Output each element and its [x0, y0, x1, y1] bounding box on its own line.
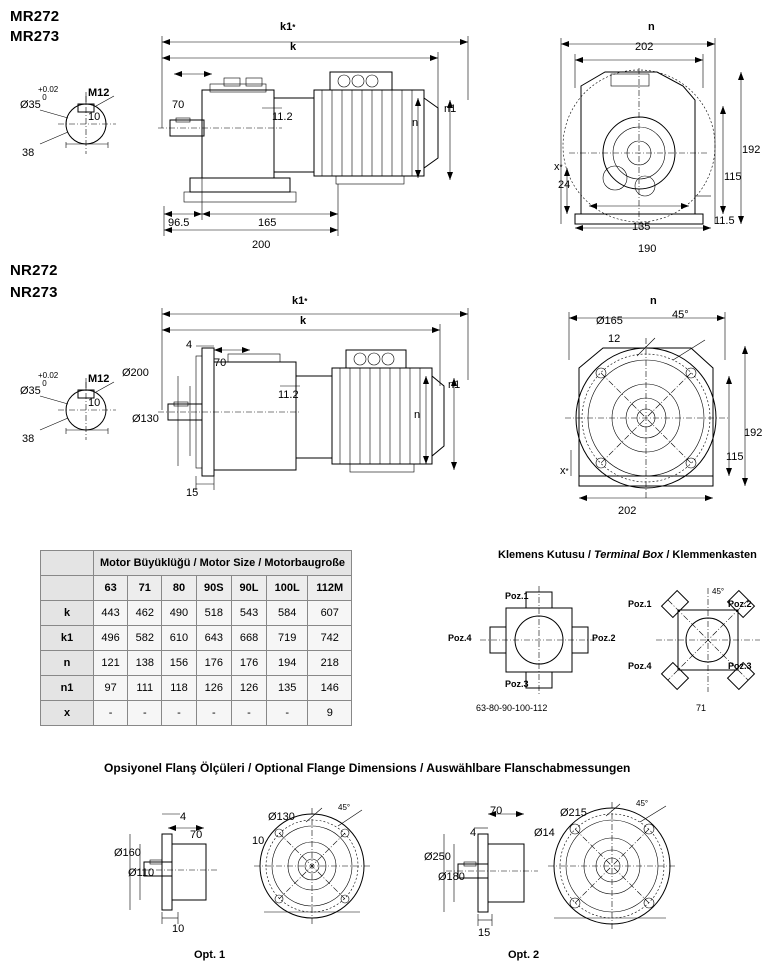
mr-shaft-diameter: Ø35: [20, 99, 41, 111]
flange-opt2-dim-250: Ø250: [424, 851, 451, 863]
mr-dim-n1: n1: [444, 103, 457, 115]
table-cell: -: [232, 701, 267, 726]
table-row-label: k: [41, 601, 94, 626]
mr-shaft-detail: [18, 82, 148, 172]
table-cell: 111: [128, 676, 162, 701]
terminal-left-poz3: Poz.3: [505, 679, 529, 689]
table-cell: 543: [232, 601, 267, 626]
flange-opt1-dim-10v: 10: [252, 835, 265, 847]
mr-dim-11-2: 11.2: [272, 111, 293, 123]
terminal-title-tr: Klemens Kutusu /: [498, 549, 591, 561]
nr-front-dim-115: 115: [726, 451, 744, 463]
nr-front-dim-192: 192: [744, 427, 763, 439]
flange-opt2-dim-180: Ø180: [438, 871, 465, 883]
flange-opt2-dim-70: 70: [490, 805, 503, 817]
nr-shaft-detail: [18, 368, 148, 458]
table-cell: 518: [196, 601, 232, 626]
flange-opt1-caption: Opt. 1: [194, 949, 226, 961]
table-cell: -: [162, 701, 196, 726]
nr-dim-200: Ø200: [122, 367, 149, 379]
mr-front-dim-192: 192: [742, 144, 761, 156]
nr-front-dim-n: n: [650, 295, 657, 307]
table-cell: 121: [94, 651, 128, 676]
table-size-header: 63: [94, 576, 128, 601]
nr-shaft-tolerance: +0.02: [38, 371, 59, 380]
table-cell: 610: [162, 626, 196, 651]
terminal-title-de: / Klemmenkasten: [666, 549, 757, 561]
table-cell: 156: [162, 651, 196, 676]
section-title-nr272: NR272: [10, 262, 58, 279]
mr-front-dim-11-5: 11.5: [714, 215, 735, 227]
table-row: [41, 651, 352, 676]
nr-dim-k1: k1*: [292, 295, 308, 307]
section-title-mr272: MR272: [10, 8, 60, 25]
table-cell: -: [128, 701, 162, 726]
mr-front-dim-135: 135: [632, 221, 651, 233]
table-size-header: 90L: [232, 576, 267, 601]
flange-section-title-text: Opsiyonel Flanş Ölçüleri / Optional Flange Dimensions / Auswählbare Flanschabmessungen: [104, 761, 631, 775]
nr-front-dim-12: 12: [608, 333, 621, 345]
flange-opt1-dim-160: Ø160: [114, 847, 141, 859]
mr-dim-96-5: 96.5: [168, 217, 190, 229]
nr-front-dim-165: Ø165: [596, 315, 623, 327]
table-cell: 719: [266, 626, 308, 651]
table-cell: 97: [94, 676, 128, 701]
section-title-nr273: NR273: [10, 284, 58, 301]
nr-dim-15: 15: [186, 487, 199, 499]
table-row: [41, 701, 352, 726]
mr-dim-38: 38: [22, 147, 35, 159]
terminal-right-poz3: Poz.3: [728, 661, 752, 671]
flange-opt1-angle: 45°: [338, 803, 351, 812]
flange-opt1-dim-70: 70: [190, 829, 203, 841]
table-cell: 742: [308, 626, 352, 651]
flange-opt2-dim-15: 15: [478, 927, 491, 939]
mr-dim-10: 10: [88, 111, 101, 123]
terminal-right-poz1: Poz.1: [628, 599, 652, 609]
table-cell: 490: [162, 601, 196, 626]
table-corner-cell: [41, 551, 94, 576]
flange-opt2-dim-215: Ø215: [560, 807, 587, 819]
nr-dim-130: Ø130: [132, 413, 159, 425]
table-cell: 584: [266, 601, 308, 626]
table-row-label: n1: [41, 676, 94, 701]
table-row: [41, 626, 352, 651]
table-cell: 138: [128, 651, 162, 676]
table-cell: 126: [196, 676, 232, 701]
flange-opt1-dim-110: Ø110: [128, 867, 155, 879]
terminal-title-en: Terminal Box: [593, 549, 664, 561]
terminal-right-angle: 45°: [712, 587, 725, 596]
table-size-header: 80: [162, 576, 196, 601]
table-size-header: 90S: [196, 576, 232, 601]
spec-table: [40, 550, 352, 726]
table-empty-cell: [41, 576, 94, 601]
flange-opt2-dim-14: Ø14: [534, 827, 555, 839]
mr-dim-n: n: [412, 117, 419, 129]
nr-dim-k1-text: k1: [292, 295, 305, 307]
nr-dim-k: k: [300, 315, 307, 327]
flange-opt1-dim-130: Ø130: [268, 811, 295, 823]
mr-dim-k1-text: k1: [280, 21, 293, 33]
table-cell: 462: [128, 601, 162, 626]
nr-dim-70: 70: [214, 357, 227, 369]
table-cell: 582: [128, 626, 162, 651]
mr-shaft-tolerance: +0.02: [38, 85, 59, 94]
table-cell: 218: [308, 651, 352, 676]
table-row-label: x: [41, 701, 94, 726]
table-cell: 194: [266, 651, 308, 676]
mr-front-view-drawing: [545, 28, 770, 243]
mr-front-dim-n: n: [648, 21, 655, 33]
table-cell: 443: [94, 601, 128, 626]
terminal-right-poz2: Poz.2: [728, 599, 752, 609]
terminal-box-left-diagram: [470, 580, 610, 700]
table-row: [41, 601, 352, 626]
terminal-box-right-diagram: [648, 580, 768, 700]
terminal-left-poz4: Poz.4: [448, 633, 472, 643]
table-size-header: 112M: [308, 576, 352, 601]
mr-front-dim-24: 24: [558, 179, 571, 191]
mr-dim-k: k: [290, 41, 297, 53]
nr-side-view-drawing: [150, 300, 480, 510]
terminal-box-title: [498, 550, 757, 561]
nr-front-dim-x: x*: [560, 465, 569, 477]
table-cell: 176: [232, 651, 267, 676]
table-cell: 135: [266, 676, 308, 701]
mr-shaft-tolerance-low: 0: [40, 93, 47, 102]
nr-front-dim-202: 202: [618, 505, 637, 517]
mr-front-dim-115: 115: [724, 171, 742, 183]
nr-shaft-diameter: Ø35: [20, 385, 41, 397]
flange-opt2-dim-4: 4: [470, 827, 477, 839]
table-cell: 146: [308, 676, 352, 701]
nr-shaft-tolerance-low: 0: [40, 379, 47, 388]
mr-front-dim-x: x*: [554, 161, 563, 173]
flange-opt1-dim-4: 4: [180, 811, 187, 823]
table-size-header-row: [41, 576, 352, 601]
table-cell: 126: [232, 676, 267, 701]
terminal-right-poz4: Poz.4: [628, 661, 652, 671]
nr-dim-4: 4: [186, 339, 193, 351]
terminal-right-caption: 71: [696, 703, 707, 713]
table-cell: 643: [196, 626, 232, 651]
flange-opt2-angle: 45°: [636, 799, 649, 808]
mr-dim-165: 165: [258, 217, 277, 229]
flange-opt1-dim-10b: 10: [172, 923, 185, 935]
table-row: [41, 676, 352, 701]
flange-opt1-side-drawing: [118, 800, 238, 930]
table-cell: 607: [308, 601, 352, 626]
section-title-mr273: MR273: [10, 28, 60, 45]
table-cell: 176: [196, 651, 232, 676]
nr-front-dim-x-text: x: [560, 465, 566, 477]
nr-front-view-drawing: [545, 300, 770, 510]
table-size-header: 71: [128, 576, 162, 601]
flange-section-title: [104, 762, 630, 774]
table-size-header: 100L: [266, 576, 308, 601]
table-cell: 9: [308, 701, 352, 726]
table-cell: -: [196, 701, 232, 726]
table-cell: 496: [94, 626, 128, 651]
mr-side-view-drawing: [150, 28, 480, 243]
mr-front-dim-202: 202: [635, 41, 654, 53]
mr-dim-k1: k1*: [280, 21, 296, 33]
terminal-left-caption: 63-80-90-100-112: [476, 703, 548, 713]
nr-dim-n1: n1: [448, 379, 461, 391]
table-row-label: n: [41, 651, 94, 676]
table-cell: -: [94, 701, 128, 726]
nr-bolt-m12: M12: [88, 373, 110, 385]
mr-front-dim-x-text: x: [554, 161, 560, 173]
table-cell: 668: [232, 626, 267, 651]
table-title: Motor Büyüklüğü / Motor Size / Motorbaugroße: [94, 551, 352, 576]
mr-bolt-m12: M12: [88, 87, 110, 99]
nr-dim-11-2: 11.2: [278, 389, 299, 401]
table-cell: -: [266, 701, 308, 726]
terminal-left-poz2: Poz.2: [592, 633, 616, 643]
motor-size-table: [40, 550, 352, 726]
table-cell: 118: [162, 676, 196, 701]
nr-front-dim-45: 45°: [672, 309, 689, 321]
mr-front-dim-190: 190: [638, 243, 657, 255]
flange-opt2-caption: Opt. 2: [508, 949, 540, 961]
mr-dim-70: 70: [172, 99, 185, 111]
terminal-left-poz1: Poz.1: [505, 591, 529, 601]
nr-dim-10: 10: [88, 397, 101, 409]
table-row-label: k1: [41, 626, 94, 651]
nr-dim-n: n: [414, 409, 421, 421]
nr-dim-38: 38: [22, 433, 35, 445]
mr-dim-200: 200: [252, 239, 271, 251]
